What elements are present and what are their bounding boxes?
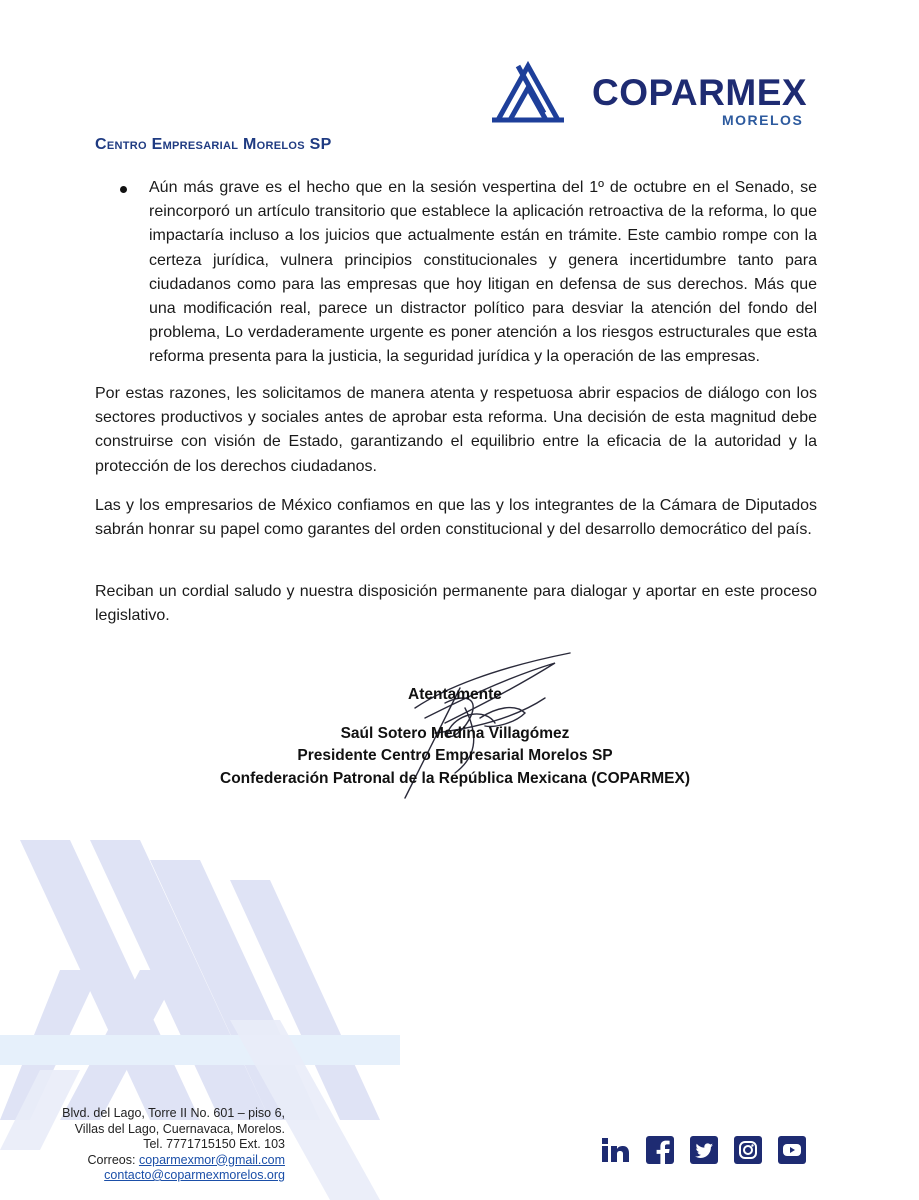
logo-subtitle: MORELOS xyxy=(722,112,804,128)
footer-address xyxy=(30,1106,285,1184)
signature-block xyxy=(190,684,720,790)
youtube-icon[interactable] xyxy=(776,1135,808,1165)
signatory-organization: Confederación Patronal de la República Mexicana (COPARMEX) xyxy=(220,769,690,787)
paragraph-3: Reciban un cordial saludo y nuestra disposición permanente para dialogar y aportar en este proceso legislativo. xyxy=(95,583,817,625)
signatory-name: Saúl Sotero Medina Villagómez xyxy=(340,724,570,742)
email-link-2[interactable]: contacto@coparmexmorelos.org xyxy=(104,1168,285,1182)
bullet-paragraph: Aún más grave es el hecho que en la sesión vespertina del 1º de octubre en el Senado, se reincorporó un artículo transitorio que establece la aplicación retroactiva de la reforma, lo que impactaría incluso a los juicios que actualmente están en trámite. Este cambio rompe con la certeza jurídica, vulnera principios constitucionales y genera incertidumbre tanto para ciudadanos como para las empresas que hoy litigan en defensa de sus derechos. Más que una modificación real, parece un distractor político para desviar la atención del fondo del problema, Lo verdaderamente urgente es poner atención a los riesgos estructurales que esta reforma presenta para la justicia, la seguridad jurídica y la operación de las empresas. xyxy=(149,179,817,366)
page-heading: Centro Empresarial Morelos SP xyxy=(95,136,332,153)
twitter-icon[interactable] xyxy=(688,1135,720,1165)
phone-number: Tel. 7771715150 Ext. 103 xyxy=(143,1137,285,1151)
emails-row xyxy=(30,1153,285,1169)
instagram-icon[interactable] xyxy=(732,1135,764,1165)
signature-closing: Atentamente xyxy=(408,686,502,703)
social-links xyxy=(600,1135,808,1165)
signatory-title: Presidente Centro Empresarial Morelos SP xyxy=(297,747,613,764)
paragraph-1: Por estas razones, les solicitamos de manera atenta y respetuosa abrir espacios de diálogo con los sectores productivos y sociales antes de aprobar esta reforma. Una decisión de esta magnitud debe construirse con visión de Estado, garantizando el equilibrio entre la eficacia de la autoridad y la protección de los derechos ciudadanos. xyxy=(95,385,817,475)
coparmex-logo xyxy=(490,58,820,134)
logo-wordmark: COPARMEX xyxy=(592,72,808,113)
address-line-1: Blvd. del Lago, Torre II No. 601 – piso 6, xyxy=(62,1106,285,1120)
linkedin-icon[interactable] xyxy=(600,1135,632,1165)
bullet-point xyxy=(120,186,127,193)
email-link-1[interactable]: coparmexmor@gmail.com xyxy=(138,1152,285,1167)
address-line-2: Villas del Lago, Cuernavaca, Morelos. xyxy=(74,1121,285,1136)
paragraph-2: Las y los empresarios de México confiamos en que las y los integrantes de la Cámara de Diputados sabrán honrar su papel como garantes del orden constitucional y del desarrollo democrático del país. xyxy=(95,497,817,539)
facebook-icon[interactable] xyxy=(644,1135,676,1165)
coparmex-logo-mark-icon xyxy=(490,58,566,126)
emails-label: Correos: xyxy=(87,1152,136,1167)
